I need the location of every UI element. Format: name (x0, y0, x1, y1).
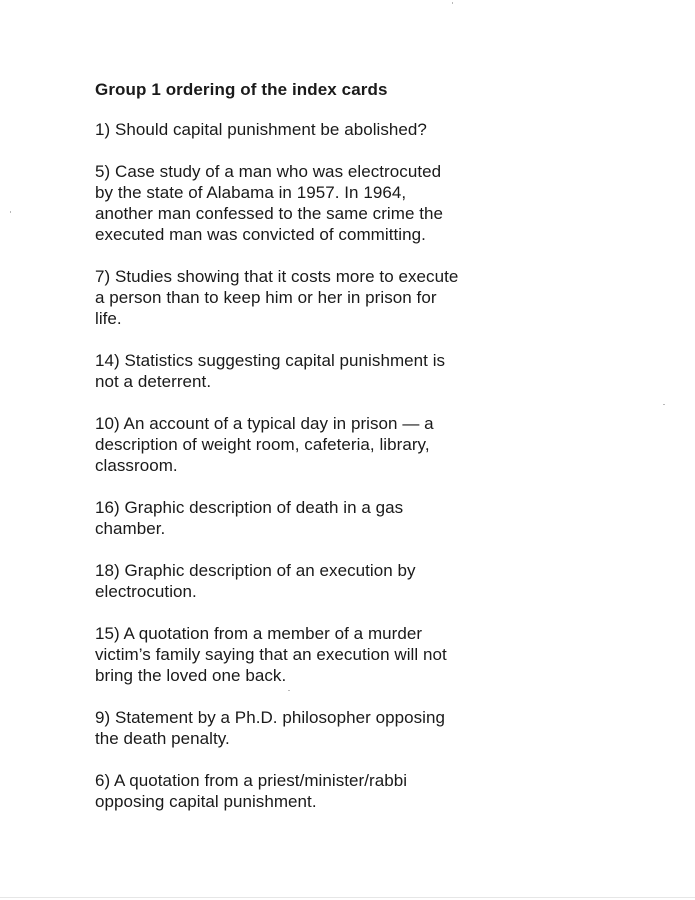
item-line: the death penalty. (95, 729, 230, 748)
index-card-item (95, 497, 515, 539)
item-line: executed man was convicted of committing. (95, 225, 426, 244)
item-line: classroom. (95, 456, 178, 475)
item-line: another man confessed to the same crime the (95, 204, 444, 223)
item-line: 15) A quotation from a member of a murder (95, 624, 423, 643)
scan-bottom-edge (0, 897, 695, 898)
item-line: not a deterrent. (95, 372, 212, 391)
item-line: victim’s family saying that an execution will not (95, 645, 447, 664)
item-line: 6) A quotation from a priest/minister/rabbi (95, 771, 408, 790)
index-card-item (95, 266, 515, 329)
item-line: 16) Graphic description of death in a gas (95, 498, 404, 517)
item-line: life. (95, 309, 122, 328)
item-line: a person than to keep him or her in prison for (95, 288, 437, 307)
index-card-item (95, 413, 515, 476)
document-title: Group 1 ordering of the index cards (95, 80, 388, 99)
item-line: 7) Studies showing that it costs more to execute (95, 267, 459, 286)
item-line: by the state of Alabama in 1957. In 1964, (95, 183, 407, 202)
item-line: 14) Statistics suggesting capital punishment is (95, 351, 446, 370)
item-line: 18) Graphic description of an execution by (95, 561, 416, 580)
index-card-item (95, 623, 515, 686)
scan-speck (288, 690, 290, 691)
scan-speck (663, 404, 665, 405)
item-line: 5) Case study of a man who was electrocuted (95, 162, 442, 181)
index-card-item (95, 119, 515, 140)
scan-speck (10, 211, 11, 213)
item-line: description of weight room, cafeteria, library, (95, 435, 430, 454)
item-line: 10) An account of a typical day in prison — a (95, 414, 434, 433)
item-line: 1) Should capital punishment be abolished? (95, 120, 427, 139)
scan-speck (452, 2, 453, 4)
index-card-item (95, 770, 515, 812)
item-line: electrocution. (95, 582, 197, 601)
item-line: chamber. (95, 519, 166, 538)
item-line: bring the loved one back. (95, 666, 287, 685)
item-line: opposing capital punishment. (95, 792, 317, 811)
index-card-item (95, 350, 515, 392)
index-card-item (95, 161, 515, 245)
index-card-item (95, 560, 515, 602)
index-card-item (95, 707, 515, 749)
item-line: 9) Statement by a Ph.D. philosopher opposing (95, 708, 445, 727)
document-content (95, 79, 515, 833)
